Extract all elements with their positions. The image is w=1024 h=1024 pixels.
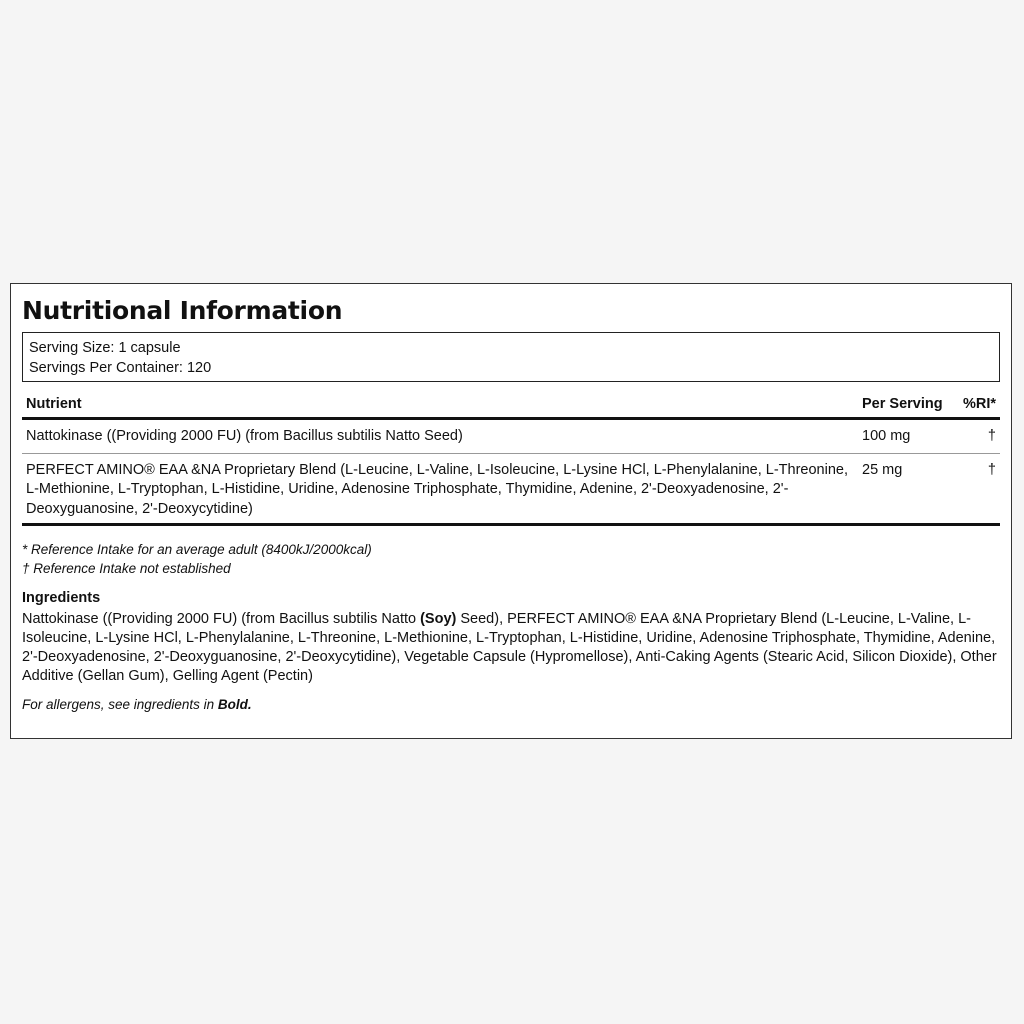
panel-title: Nutritional Information bbox=[22, 296, 343, 325]
table-row bbox=[22, 453, 1000, 525]
allergen-note bbox=[22, 697, 1000, 712]
serving-size: Serving Size: 1 capsule bbox=[29, 340, 181, 356]
ingredients-heading: Ingredients bbox=[22, 590, 101, 606]
ri-value: † bbox=[954, 419, 1000, 454]
nutrient-name: Nattokinase ((Providing 2000 FU) (from Bacillus subtilis Natto Seed) bbox=[22, 419, 858, 454]
ri-value: † bbox=[954, 453, 1000, 525]
nutrition-panel bbox=[10, 283, 1012, 739]
header-ri: %RI* bbox=[954, 392, 1000, 419]
allergen-note-bold: Bold. bbox=[217, 697, 252, 712]
ingredients-text bbox=[22, 610, 1000, 686]
per-serving-value: 100 mg bbox=[858, 419, 954, 454]
ingredients-text-part2: Seed), PERFECT AMINO® EAA &NA Proprietary Blend (L-Leucine, L-Valine, L-Isoleucine, L-Lysine HCl, L-Phenylalanine, L-Threonine, L-Methionine, L-Tryptophan, L-Histidine, Uridine, Adenosine Triphosphate, Thymidine, Adenine, 2'-Deoxyadenosine, 2'-Deoxyguanosine, 2'-Deoxycytidine), Vegetable Capsule (Hypromellose), Anti-Caking Agents (Stearic Acid, Silicon Dioxide), Other Additive (Gellan Gum), Gelling Agent (Pectin) bbox=[22, 611, 997, 684]
servings-per-container: Servings Per Container: 120 bbox=[29, 359, 212, 376]
serving-info-box bbox=[22, 332, 1000, 382]
allergen-note-text: For allergens, see ingredients in bbox=[22, 697, 218, 712]
per-serving-value: 25 mg bbox=[858, 453, 954, 525]
header-nutrient: Nutrient bbox=[22, 392, 858, 419]
footnote-reference-intake: * Reference Intake for an average adult (8400kJ/2000kcal) bbox=[22, 542, 372, 557]
footnote-not-established: † Reference Intake not established bbox=[22, 561, 231, 576]
nutrient-table bbox=[22, 392, 1000, 526]
footnotes bbox=[22, 540, 1000, 578]
header-per-serving: Per Serving bbox=[858, 392, 954, 419]
ingredients-allergen-bold: (Soy) bbox=[420, 611, 457, 627]
nutrient-name: PERFECT AMINO® EAA &NA Proprietary Blend (L-Leucine, L-Valine, L-Isoleucine, L-Lysine HCl, L-Phenylalanine, L-Threonine, L-Methionine, L-Tryptophan, L-Histidine, Uridine, Adenosine Triphosphate, Thymidine, Adenine, 2'-Deoxyadenosine, 2'-Deoxyguanosine, 2'-Deoxycytidine) bbox=[22, 453, 858, 525]
table-header-row bbox=[22, 392, 1000, 419]
ingredients-text-part1: Nattokinase ((Providing 2000 FU) (from Bacillus subtilis Natto bbox=[22, 611, 421, 627]
table-row bbox=[22, 419, 1000, 454]
